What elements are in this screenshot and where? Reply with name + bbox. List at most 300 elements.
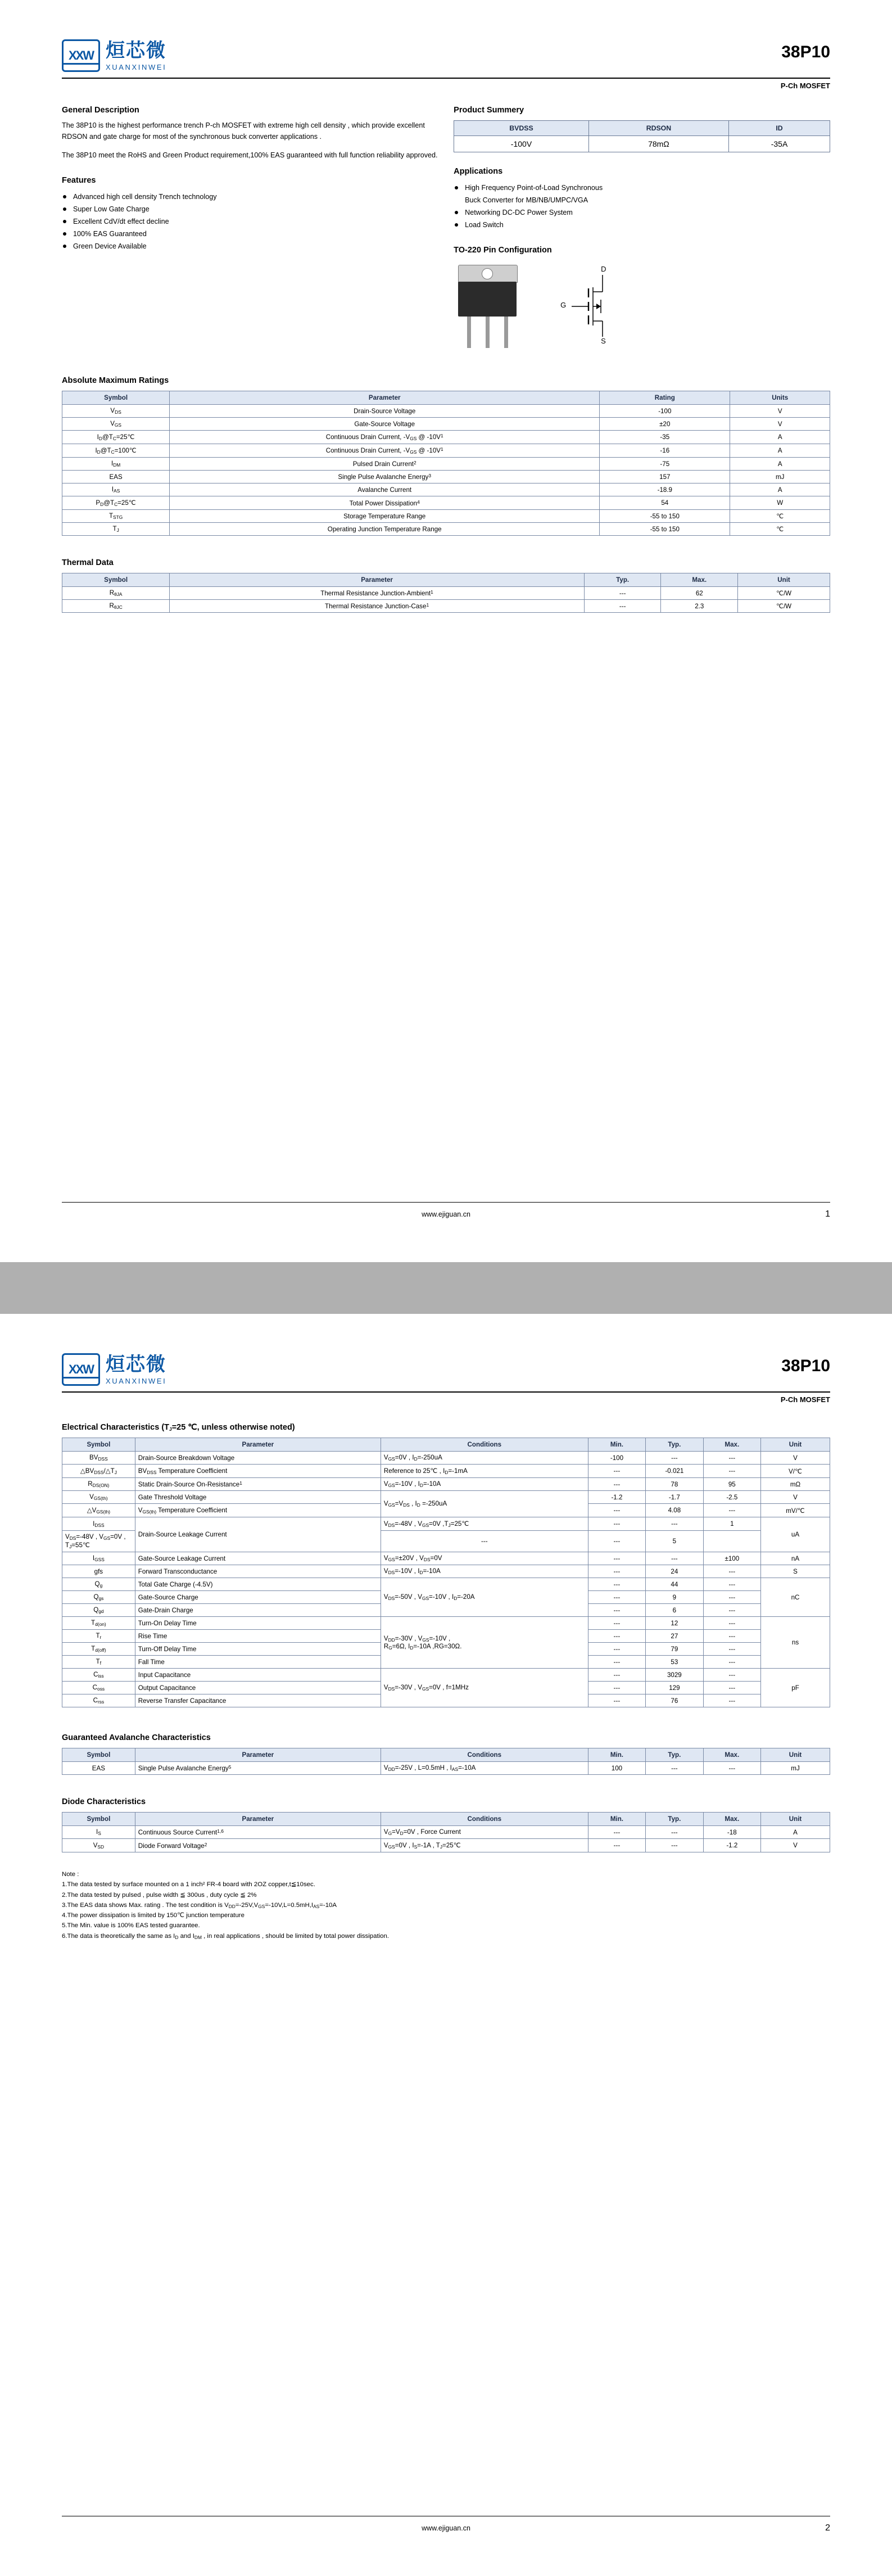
table-row <box>62 1826 830 1839</box>
cell-max: --- <box>703 1617 760 1630</box>
pin-configuration-title: TO-220 Pin Configuration <box>454 246 552 255</box>
cell-min: -100 <box>588 1452 645 1465</box>
list-item-continued: Buck Converter for MB/NB/UMPC/VGA <box>465 196 588 205</box>
cell-parameter: Continuous Source Current$^{1,6}$ <box>135 1826 381 1839</box>
cell-parameter: Pulsed Drain Current$^2$ <box>170 458 600 471</box>
cell-typ: -1.7 <box>646 1491 703 1504</box>
cell-unit: nA <box>761 1552 830 1565</box>
note-item: 2.The data tested by pulsed , pulse width ≦ 300us , duty cycle ≦ 2% <box>62 1891 257 1899</box>
logo-mark-text: XXW <box>68 1362 94 1376</box>
cell-bvdss: -100V <box>454 136 589 152</box>
cell-min: --- <box>588 1552 645 1565</box>
cell-parameter: Input Capacitance <box>135 1669 381 1682</box>
cell-conditions: $V_{GS}=0V$ , $I_D=-250uA$ <box>381 1452 588 1465</box>
cell-max: 62 <box>661 587 738 600</box>
cell-parameter: $V_{GS(th)}$ Temperature Coefficient <box>135 1504 381 1517</box>
to220-package-drawing <box>454 265 521 349</box>
cell-min: --- <box>588 1839 645 1852</box>
page-number: 2 <box>825 2523 830 2533</box>
table-row <box>62 1517 830 1531</box>
table-row <box>62 458 830 471</box>
table-row <box>62 496 830 510</box>
table-row <box>62 471 830 483</box>
cell-max: 2.3 <box>661 600 738 613</box>
column-header: Min. <box>588 1748 645 1762</box>
notes-section <box>62 1869 830 1941</box>
cell-min: --- <box>588 1656 645 1669</box>
cell-symbol: $T_r$ <box>62 1630 135 1643</box>
cell-min: --- <box>588 1630 645 1643</box>
note-item: 4.The power dissipation is limited by 150℃ junction temperature <box>62 1912 244 1919</box>
column-header: Typ. <box>584 573 661 587</box>
cell-typ: 129 <box>646 1682 703 1694</box>
table-row <box>62 405 830 418</box>
cell-typ: 76 <box>646 1694 703 1707</box>
table-row <box>62 1452 830 1465</box>
cell-min: -1.2 <box>588 1491 645 1504</box>
cell-unit: mV/℃ <box>761 1504 830 1517</box>
cell-symbol: $I_D@T_C=100℃$ <box>62 444 170 458</box>
cell-parameter: Output Capacitance <box>135 1682 381 1694</box>
column-header: Conditions <box>381 1438 588 1452</box>
absolute-max-ratings-section <box>62 376 830 536</box>
note-item: 6.The data is theoretically the same as $I_D$ and $I_{DM}$ , in real applications , should be limited by total power dissipation. <box>62 1932 389 1940</box>
logo-mark-text: XXW <box>68 48 94 62</box>
column-header: Unit <box>761 1438 830 1452</box>
cell-parameter: Thermal Resistance Junction-Case$^1$ <box>170 600 585 613</box>
column-header: BVDSS <box>454 121 589 136</box>
package-body <box>458 282 517 317</box>
cell-parameter: Continuous Drain Current, $-V_{GS}$ @ $-10V^1$ <box>170 444 600 458</box>
cell-min: --- <box>588 1617 645 1630</box>
cell-typ: --- <box>646 1839 703 1852</box>
cell-typ: --- <box>646 1762 703 1775</box>
cell-units: A <box>730 444 830 458</box>
column-header: Unit <box>738 573 830 587</box>
notes-title: Note : <box>62 1871 79 1878</box>
cell-unit: ℃/W <box>738 600 830 613</box>
page-header-2 <box>62 1353 830 1389</box>
cell-typ: 53 <box>646 1656 703 1669</box>
part-number: 38P10 <box>781 43 830 61</box>
cell-parameter: Gate-Drain Charge <box>135 1604 381 1617</box>
cell-symbol: $C_{oss}$ <box>62 1682 135 1694</box>
cell-rating: -35 <box>600 431 730 444</box>
column-header: Symbol <box>62 391 170 405</box>
cell-unit: A <box>761 1826 830 1839</box>
cell-units: A <box>730 431 830 444</box>
column-header: Symbol <box>62 1813 135 1826</box>
cell-min: --- <box>588 1578 645 1591</box>
cell-symbol: $T_{STG}$ <box>62 510 170 523</box>
cell-symbol: EAS <box>62 1762 135 1775</box>
cell-min: --- <box>381 1531 588 1552</box>
general-description-p1: The 38P10 is the highest performance trench P-ch MOSFET with extreme high cell density , which provide excellent RDSON and gate charge for most of the synchronous buck converter applications . <box>62 121 425 141</box>
cell-typ: --- <box>584 600 661 613</box>
cell-parameter: Gate-Source Voltage <box>170 418 600 431</box>
cell-symbol: $T_J$ <box>62 523 170 536</box>
cell-symbol: $C_{iss}$ <box>62 1669 135 1682</box>
header-divider <box>62 1391 830 1393</box>
cell-parameter: Drain-Source Breakdown Voltage <box>135 1452 381 1465</box>
note-item: 5.The Min. value is 100% EAS tested guarantee. <box>62 1922 200 1929</box>
cell-rdson: 78mΩ <box>588 136 728 152</box>
general-description-p2: The 38P10 meet the RoHS and Green Product requirement,100% EAS guaranteed with full function reliability approved. <box>62 151 438 160</box>
cell-parameter: Drain-Source Leakage Current <box>135 1517 381 1552</box>
column-header: Parameter <box>170 391 600 405</box>
column-header: Parameter <box>135 1438 381 1452</box>
cell-conditions: $V_{GS}=0V$ , $I_S=-1A$ , $T_J=25℃$ <box>381 1839 588 1852</box>
table-row <box>62 523 830 536</box>
cell-rating: 54 <box>600 496 730 510</box>
cell-units: A <box>730 458 830 471</box>
mosfet-symbol-diagram <box>549 265 645 349</box>
table-row <box>62 587 830 600</box>
cell-unit: V/℃ <box>761 1465 830 1478</box>
cell-units: ℃ <box>730 523 830 536</box>
cell-symbol: $V_{SD}$ <box>62 1839 135 1852</box>
table-row <box>62 1491 830 1504</box>
table-row <box>62 1669 830 1682</box>
cell-symbol: $T_{d(on)}$ <box>62 1617 135 1630</box>
avalanche-characteristics-title: Guaranteed Avalanche Characteristics <box>62 1733 211 1742</box>
thermal-data-title: Thermal Data <box>62 558 114 568</box>
cell-parameter: Static Drain-Source On-Resistance$^1$ <box>135 1478 381 1491</box>
cell-max: --- <box>703 1630 760 1643</box>
cell-min: --- <box>588 1643 645 1656</box>
cell-unit: V <box>761 1839 830 1852</box>
pin-label-g: G <box>560 301 567 310</box>
logo-chinese-name: 烜芯微 <box>106 1353 166 1376</box>
cell-symbol: $\triangle V_{GS(th)}$ <box>62 1504 135 1517</box>
column-header: Max. <box>703 1438 760 1452</box>
cell-max: --- <box>703 1669 760 1682</box>
cell-symbol: $Q_{gd}$ <box>62 1604 135 1617</box>
cell-max: --- <box>703 1694 760 1707</box>
column-header: RDSON <box>588 121 728 136</box>
column-header: Min. <box>588 1438 645 1452</box>
table-row <box>62 431 830 444</box>
cell-min: 100 <box>588 1762 645 1775</box>
column-header: Max. <box>661 573 738 587</box>
cell-rating: 157 <box>600 471 730 483</box>
cell-symbol: gfs <box>62 1565 135 1578</box>
column-header: Conditions <box>381 1748 588 1762</box>
cell-symbol: $I_S$ <box>62 1826 135 1839</box>
cell-units: W <box>730 496 830 510</box>
cell-symbol: $V_{GS}$ <box>62 418 170 431</box>
cell-conditions: $V_{DD}=-25V$ , L=0.5mH , $I_{AS}=-10A$ <box>381 1762 588 1775</box>
cell-min: --- <box>588 1682 645 1694</box>
company-logo <box>62 39 166 72</box>
cell-symbol: $T_{d(off)}$ <box>62 1643 135 1656</box>
logo-english-name: XUANXINWEI <box>106 62 167 71</box>
cell-typ: 27 <box>646 1630 703 1643</box>
note-item: 1.The data tested by surface mounted on a 1 inch² FR-4 board with 2OZ copper,t≦10sec. <box>62 1881 315 1888</box>
cell-typ: 24 <box>646 1565 703 1578</box>
list-item: Advanced high cell density Trench technology <box>62 191 438 203</box>
cell-symbol: $V_{DS}$ <box>62 405 170 418</box>
column-header: Typ. <box>646 1748 703 1762</box>
list-item: Green Device Available <box>62 240 438 252</box>
cell-max: --- <box>703 1656 760 1669</box>
cell-max: -1.2 <box>703 1839 760 1852</box>
cell-max: 1 <box>703 1517 760 1531</box>
cell-typ: 78 <box>646 1478 703 1491</box>
column-header: Conditions <box>381 1813 588 1826</box>
table-row <box>62 1478 830 1491</box>
device-subtitle: P-Ch MOSFET <box>780 1395 830 1404</box>
cell-rating: -55 to 150 <box>600 510 730 523</box>
features-list <box>62 191 438 252</box>
cell-units: ℃ <box>730 510 830 523</box>
cell-units: V <box>730 418 830 431</box>
cell-min: --- <box>588 1826 645 1839</box>
cell-max: ±100 <box>703 1552 760 1565</box>
cell-parameter: Forward Transconductance <box>135 1565 381 1578</box>
cell-conditions: $V_{DS}=-10V$ , $I_D=-10A$ <box>381 1565 588 1578</box>
applications-list <box>454 182 830 231</box>
cell-max: --- <box>703 1504 760 1517</box>
list-item: Super Low Gate Charge <box>62 203 438 215</box>
ec-title-sub: J <box>169 1426 172 1432</box>
logo-mark-icon <box>62 39 100 72</box>
cell-conditions: $V_G=V_D=0V$ , Force Current <box>381 1826 588 1839</box>
cell-max: -2.5 <box>703 1491 760 1504</box>
features-title: Features <box>62 175 96 185</box>
cell-parameter: Total Power Dissipation$^4$ <box>170 496 600 510</box>
cell-typ: 6 <box>646 1604 703 1617</box>
cell-conditions: $V_{DD}=-30V$ , $V_{GS}=-10V$ , $R_G=6\Omega$, $I_D=-10A$ ,RG=30Ω. <box>381 1617 588 1669</box>
absolute-max-ratings-title: Absolute Maximum Ratings <box>62 376 169 386</box>
cell-parameter: Single Pulse Avalanche Energy$^5$ <box>135 1762 381 1775</box>
cell-unit: mΩ <box>761 1478 830 1491</box>
diode-characteristics-title: Diode Characteristics <box>62 1797 146 1806</box>
cell-max: --- <box>703 1762 760 1775</box>
cell-typ: --- <box>646 1552 703 1565</box>
pin-label-s: S <box>601 337 606 346</box>
cell-typ: --- <box>646 1826 703 1839</box>
cell-symbol: $BV_{DSS}$ <box>62 1452 135 1465</box>
list-item: Load Switch <box>454 219 830 231</box>
page-header <box>62 39 830 75</box>
electrical-characteristics-section <box>62 1423 830 1707</box>
cell-typ: --- <box>646 1452 703 1465</box>
table-row <box>62 510 830 523</box>
cell-typ: 44 <box>646 1578 703 1591</box>
avalanche-characteristics-section <box>62 1733 830 1775</box>
cell-unit: nC <box>761 1578 830 1617</box>
cell-rating: -18.9 <box>600 483 730 496</box>
thermal-data-section <box>62 558 830 613</box>
cell-parameter: Single Pulse Avalanche Energy$^3$ <box>170 471 600 483</box>
cell-min: --- <box>588 1478 645 1491</box>
cell-max: --- <box>703 1643 760 1656</box>
cell-symbol: $I_{GSS}$ <box>62 1552 135 1565</box>
cell-conditions: $V_{DS}=-30V$ , $V_{GS}=0V$ , f=1MHz <box>381 1669 588 1707</box>
list-item: Networking DC-DC Power System <box>454 206 830 219</box>
table-row <box>62 1762 830 1775</box>
cell-symbol: $I_{DSS}$ <box>62 1517 135 1531</box>
column-header: Typ. <box>646 1813 703 1826</box>
cell-parameter: Rise Time <box>135 1630 381 1643</box>
footer-url[interactable]: www.ejiguan.cn <box>422 1210 470 1218</box>
cell-parameter: Storage Temperature Range <box>170 510 600 523</box>
cell-symbol: $I_{AS}$ <box>62 483 170 496</box>
cell-parameter: $BV_{DSS}$ Temperature Coefficient <box>135 1465 381 1478</box>
cell-max: --- <box>703 1452 760 1465</box>
cell-parameter: Gate-Source Charge <box>135 1591 381 1604</box>
cell-symbol: $T_f$ <box>62 1656 135 1669</box>
column-header: Max. <box>703 1748 760 1762</box>
column-header: Parameter <box>135 1813 381 1826</box>
cell-parameter: Gate-Source Leakage Current <box>135 1552 381 1565</box>
list-item: Excellent CdV/dt effect decline <box>62 215 438 228</box>
cell-symbol: $\triangle BV_{DSS}/\triangle T_J$ <box>62 1465 135 1478</box>
cell-symbol: $I_{DM}$ <box>62 458 170 471</box>
cell-conditions: $V_{DS}=-48V$ , $V_{GS}=0V$ $,T_J=25℃$ <box>381 1517 588 1531</box>
cell-parameter: Turn-On Delay Time <box>135 1617 381 1630</box>
cell-parameter: Fall Time <box>135 1656 381 1669</box>
thermal-data-table <box>62 573 830 613</box>
column-header: Parameter <box>135 1748 381 1762</box>
list-item: 100% EAS Guaranteed <box>62 228 438 240</box>
cell-unit: uA <box>761 1517 830 1552</box>
footer-url[interactable]: www.ejiguan.cn <box>422 2524 470 2532</box>
package-pin-1 <box>467 317 471 348</box>
diode-characteristics-section <box>62 1797 830 1852</box>
table-row <box>62 1565 830 1578</box>
table-row <box>454 136 830 152</box>
company-logo-2 <box>62 1353 166 1386</box>
cell-parameter: Drain-Source Voltage <box>170 405 600 418</box>
cell-rating: -55 to 150 <box>600 523 730 536</box>
cell-typ: --- <box>646 1517 703 1531</box>
column-header: Rating <box>600 391 730 405</box>
cell-parameter: Thermal Resistance Junction-Ambient$^1$ <box>170 587 585 600</box>
cell-min: --- <box>588 1591 645 1604</box>
cell-symbol: $R_{\theta JA}$ <box>62 587 170 600</box>
cell-conditions: $V_{GS}=\pm 20V$ , $V_{DS}=0V$ <box>381 1552 588 1565</box>
cell-typ: 12 <box>646 1617 703 1630</box>
cell-parameter: Avalanche Current <box>170 483 600 496</box>
note-item: 3.The EAS data shows Max. rating . The test condition is $V_{DD}=-25V,V_{GS}=-10V,L=0.5mH,I_{AS}=-10A$ <box>62 1901 337 1909</box>
cell-max: 95 <box>703 1478 760 1491</box>
cell-conditions: Reference to 25℃ , $I_D=-1mA$ <box>381 1465 588 1478</box>
electrical-characteristics-title <box>62 1423 830 1432</box>
ec-title-b: =25 ℃, unless otherwise noted) <box>171 1423 295 1432</box>
product-summary-title: Product Summery <box>454 106 524 115</box>
cell-typ: 79 <box>646 1643 703 1656</box>
page-1 <box>0 0 892 1262</box>
cell-min: --- <box>588 1504 645 1517</box>
table-row <box>62 1839 830 1852</box>
absolute-max-ratings-table <box>62 391 830 536</box>
cell-max: 5 <box>646 1531 703 1552</box>
column-header: Parameter <box>170 573 585 587</box>
cell-conditions: $V_{GS}=V_{DS}$ , $I_D =-250uA$ <box>381 1491 588 1517</box>
cell-max: --- <box>703 1604 760 1617</box>
column-header: Typ. <box>646 1438 703 1452</box>
list-item: High Frequency Point-of-Load Synchronous <box>454 182 830 194</box>
cell-symbol: $Q_g$ <box>62 1578 135 1591</box>
cell-max: --- <box>703 1465 760 1478</box>
cell-symbol: $Q_{gs}$ <box>62 1591 135 1604</box>
cell-max: --- <box>703 1565 760 1578</box>
logo-mark-icon <box>62 1353 100 1386</box>
cell-symbol: EAS <box>62 471 170 483</box>
diode-characteristics-table <box>62 1812 830 1852</box>
cell-max: --- <box>703 1578 760 1591</box>
cell-typ: -0.021 <box>646 1465 703 1478</box>
cell-typ: --- <box>588 1531 645 1552</box>
cell-rating: -16 <box>600 444 730 458</box>
cell-min: --- <box>588 1565 645 1578</box>
cell-unit: ℃/W <box>738 587 830 600</box>
table-row <box>62 1552 830 1565</box>
cell-min: --- <box>588 1465 645 1478</box>
cell-typ: 3029 <box>646 1669 703 1682</box>
cell-symbol: $V_{GS(th)}$ <box>62 1491 135 1504</box>
cell-parameter: Turn-Off Delay Time <box>135 1643 381 1656</box>
cell-unit: mJ <box>761 1762 830 1775</box>
avalanche-characteristics-table <box>62 1748 830 1775</box>
table-row <box>62 600 830 613</box>
column-header: Min. <box>588 1813 645 1826</box>
electrical-characteristics-table <box>62 1438 830 1707</box>
logo-chinese-name: 烜芯微 <box>106 39 166 62</box>
product-summary-table <box>454 120 830 152</box>
table-row <box>62 1617 830 1630</box>
table-row <box>62 1465 830 1478</box>
table-row <box>62 418 830 431</box>
column-header: ID <box>729 121 830 136</box>
package-pin-2 <box>486 317 490 348</box>
cell-parameter: Reverse Transfer Capacitance <box>135 1694 381 1707</box>
cell-typ: 4.08 <box>646 1504 703 1517</box>
table-row <box>62 483 830 496</box>
cell-units: A <box>730 483 830 496</box>
cell-parameter: Gate Threshold Voltage <box>135 1491 381 1504</box>
cell-min: --- <box>588 1604 645 1617</box>
cell-rating: -75 <box>600 458 730 471</box>
applications-title: Applications <box>454 167 503 176</box>
column-header: Symbol <box>62 1438 135 1452</box>
device-subtitle: P-Ch MOSFET <box>780 82 830 90</box>
cell-symbol: $R_{\theta JC}$ <box>62 600 170 613</box>
cell-units: V <box>730 405 830 418</box>
cell-min: --- <box>588 1694 645 1707</box>
cell-conditions: $V_{DS}=-50V$ , $V_{GS}=-10V$ , $I_D=-20A$ <box>381 1578 588 1617</box>
cell-typ: 9 <box>646 1591 703 1604</box>
cell-unit: V <box>761 1452 830 1465</box>
cell-units: mJ <box>730 471 830 483</box>
table-row <box>62 1578 830 1591</box>
cell-symbol: $P_D@T_C=25℃$ <box>62 496 170 510</box>
cell-typ: --- <box>584 587 661 600</box>
cell-parameter: Total Gate Charge (-4.5V) <box>135 1578 381 1591</box>
cell-conditions: $V_{DS}=-48V$ , $V_{GS}=0V$ , $T_J=55℃$ <box>62 1531 135 1552</box>
cell-unit: V <box>761 1491 830 1504</box>
column-header: Max. <box>703 1813 760 1826</box>
cell-max: -18 <box>703 1826 760 1839</box>
cell-conditions: $V_{GS}=-10V$ , $I_D=-10A$ <box>381 1478 588 1491</box>
cell-max: --- <box>703 1591 760 1604</box>
cell-min: --- <box>588 1517 645 1531</box>
column-header: Units <box>730 391 830 405</box>
general-description-title: General Description <box>62 106 139 115</box>
column-header: Symbol <box>62 573 170 587</box>
